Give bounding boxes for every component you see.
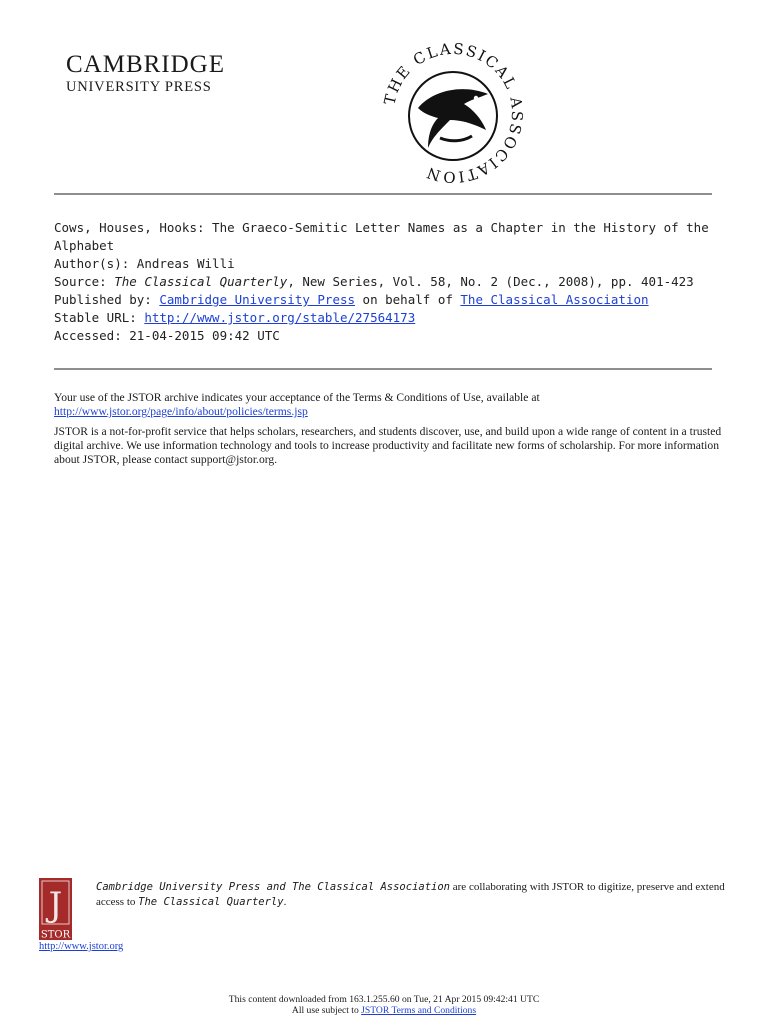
stable-url-link[interactable]: http://www.jstor.org/stable/27564173 (144, 310, 416, 325)
published-label: Published by: (54, 292, 160, 307)
download-notice (0, 994, 768, 1016)
publisher-logo (66, 52, 266, 95)
author-name: Andreas Willi (136, 256, 235, 271)
collab-end: . (283, 896, 287, 908)
classical-association-seal (378, 38, 528, 188)
published-line (54, 291, 714, 309)
accessed-line: Accessed: 21-04-2015 09:42 UTC (54, 328, 280, 343)
source-label: Source: (54, 274, 115, 289)
terms-paragraph (54, 391, 724, 419)
terms-link[interactable]: http://www.jstor.org/page/info/about/policies/terms.jsp (54, 405, 308, 418)
collab-parties: Cambridge University Press and The Classical Association (96, 881, 451, 893)
jstor-description: JSTOR is a not-for-profit service that helps scholars, researchers, and students discover, use, and build upon a wide range of content in a trusted digital archive. We use information technology and tools to increase productivity and facilitate new forms of scholarship. For more information about JSTOR, please contact support@jstor.org. (54, 425, 722, 466)
association-link[interactable]: The Classical Association (460, 292, 649, 307)
publisher-link[interactable]: Cambridge University Press (159, 292, 356, 307)
article-metadata (54, 219, 714, 345)
subject-line (0, 1005, 768, 1016)
jstor-logo-text: STOR (40, 929, 71, 940)
divider-bottom (54, 368, 712, 370)
source-line (54, 273, 714, 291)
article-title: Cows, Houses, Hooks: The Graeco-Semitic Letter Names as a Chapter in the History of the Alphabet (54, 220, 709, 253)
seal-text: THE CLASSICAL ASSOCIATION (380, 39, 527, 187)
jstor-logo[interactable] (39, 878, 72, 940)
author-line (54, 255, 714, 273)
divider-top (54, 193, 712, 195)
subject-prefix: All use subject to (291, 1005, 362, 1016)
publisher-name: CAMBRIDGE (66, 51, 226, 78)
publisher-subname: UNIVERSITY PRESS (66, 79, 212, 95)
download-line: This content downloaded from 163.1.255.60 on Tue, 21 Apr 2015 09:42:41 UTC (228, 994, 540, 1005)
collaboration-note (96, 880, 726, 910)
seal-emblem (378, 38, 528, 188)
collab-text: are collaborating with JSTOR to digitize, preserve and extend access to (96, 881, 725, 908)
stable-url-line (54, 309, 714, 327)
source-journal: The Classical Quarterly (114, 274, 288, 289)
collab-journal: The Classical Quarterly (138, 896, 284, 908)
terms-of-use (54, 391, 724, 473)
on-behalf-text: on behalf of (355, 292, 461, 307)
author-label: Author(s): (54, 256, 137, 271)
source-details: , New Series, Vol. 58, No. 2 (Dec., 2008), pp. 401-423 (287, 274, 694, 289)
jstor-home-link[interactable]: http://www.jstor.org (39, 941, 124, 952)
terms-text: Your use of the JSTOR archive indicates your acceptance of the Terms & Conditions of Use, available at (54, 391, 540, 404)
jstor-logo-letter: J (48, 885, 63, 925)
jstor-terms-link[interactable]: JSTOR Terms and Conditions (361, 1005, 477, 1016)
stable-url-label: Stable URL: (54, 310, 145, 325)
